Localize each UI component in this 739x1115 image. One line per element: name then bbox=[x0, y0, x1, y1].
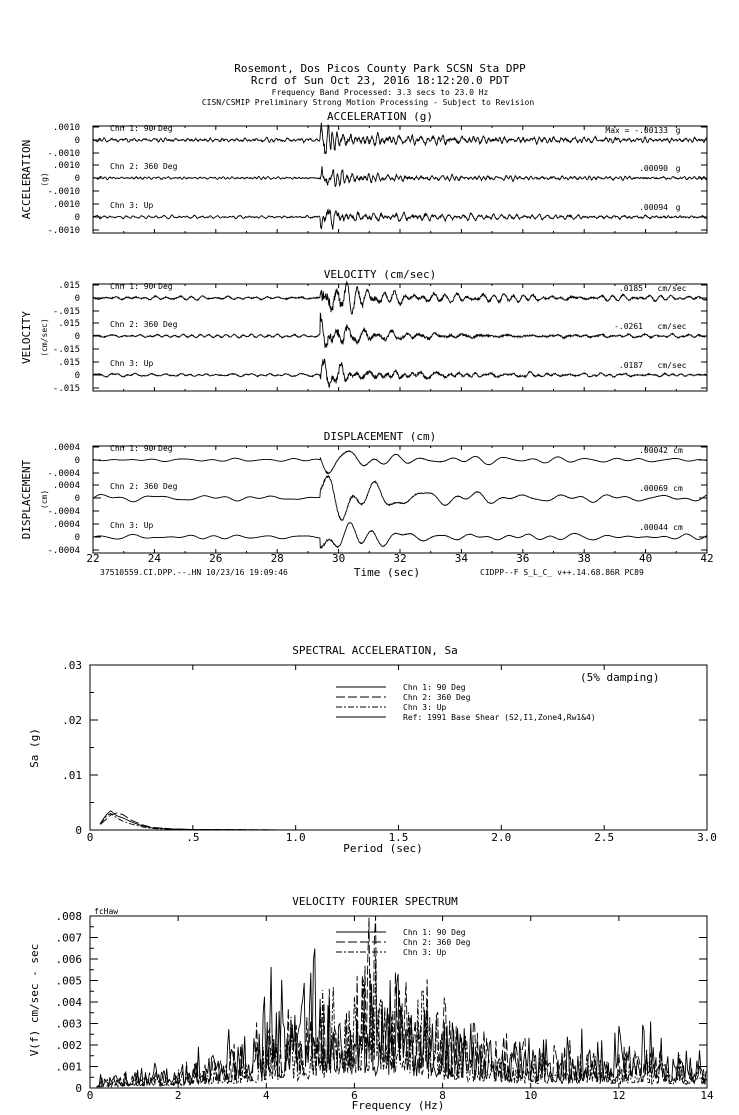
sa-x-tick-label: 1.5 bbox=[388, 831, 409, 844]
fs-x-tick-label: 14 bbox=[700, 1089, 714, 1102]
footer-right: CIDPP--F S_L_C_ v++.14.68.86R PC89 bbox=[480, 568, 644, 577]
disp-panel bbox=[20, 430, 714, 565]
acc-title: ACCELERATION (g) bbox=[327, 110, 433, 123]
sa-legend-label: Ref: 1991 Base Shear (S2,I1,Zone4,Rw1&4) bbox=[403, 713, 596, 722]
disp-y-tick-label: -.0004 bbox=[47, 469, 80, 479]
fs-legend-label: Chn 2: 360 Deg bbox=[403, 938, 471, 947]
fs-y-tick-label: .005 bbox=[55, 974, 82, 988]
acc-panel bbox=[20, 110, 707, 236]
acc-y-tick-label: -.0010 bbox=[47, 187, 80, 197]
disp-y-tick-label: 0 bbox=[74, 494, 80, 504]
fs-legend-label: Chn 3: Up bbox=[403, 948, 447, 957]
vel-chn3-unit: cm/sec bbox=[657, 361, 687, 370]
trace-acc-chn3 bbox=[93, 210, 707, 230]
fs-y-tick-label: .003 bbox=[55, 1017, 82, 1031]
acc-y-tick-label: 0 bbox=[74, 136, 80, 146]
sa-x-tick-label: 2.5 bbox=[594, 831, 615, 844]
vel-chn2-label: Chn 2: 360 Deg bbox=[110, 320, 178, 329]
disp-y-tick-label: 0 bbox=[74, 456, 80, 466]
disp-chn2-label: Chn 2: 360 Deg bbox=[110, 482, 178, 491]
time-tick-label: 34 bbox=[454, 552, 469, 565]
sa-x-tick-label: .5 bbox=[186, 831, 200, 844]
time-tick-label: 22 bbox=[86, 552, 100, 565]
trace-acc-chn2 bbox=[93, 166, 707, 186]
disp-chn1-unit: cm bbox=[673, 446, 683, 455]
vel-chn1-label: Chn 1: 90 Deg bbox=[110, 282, 173, 291]
sa-x-tick-label: 2.0 bbox=[491, 831, 512, 844]
trace-disp-chn2 bbox=[93, 476, 707, 521]
sa-y-tick-label: 0 bbox=[75, 824, 82, 837]
acc-y-tick-label: -.0010 bbox=[47, 226, 80, 236]
acc-chn1-unit: g bbox=[675, 126, 681, 135]
disp-chn1-max: .00042 bbox=[639, 446, 668, 455]
header-line4: CISN/CSMIP Preliminary Strong Motion Processing - Subject to Revision bbox=[201, 98, 535, 107]
fs-series-chn1 bbox=[97, 949, 707, 1087]
fs-y-tick-label: .008 bbox=[55, 910, 82, 923]
acc-y-tick-label: .0010 bbox=[52, 161, 80, 171]
vel-chn2-max: -.0261 bbox=[614, 322, 643, 331]
trace-disp-chn1 bbox=[93, 451, 707, 474]
vel-ylabel: VELOCITY bbox=[20, 311, 33, 364]
disp-y-tick-label: .0004 bbox=[52, 481, 80, 491]
sa-annotation: (5% damping) bbox=[580, 671, 660, 684]
fs-y-tick-label: 0 bbox=[75, 1082, 82, 1095]
disp-chn3-max: .00044 bbox=[639, 523, 668, 532]
disp-chn3-label: Chn 3: Up bbox=[110, 521, 154, 530]
acc-chn1-label: Chn 1: 90 Deg bbox=[110, 124, 173, 133]
sa-x-tick-label: 3.0 bbox=[697, 831, 717, 844]
sa-xlabel: Period (sec) bbox=[343, 842, 423, 855]
fs-x-tick-label: 2 bbox=[174, 1089, 182, 1102]
vel-title: VELOCITY (cm/sec) bbox=[323, 268, 437, 281]
time-tick-label: 28 bbox=[270, 552, 284, 565]
trace-vel-chn3 bbox=[93, 359, 707, 388]
time-tick-label: 38 bbox=[577, 552, 591, 565]
time-tick-label: 40 bbox=[638, 552, 653, 565]
fs-y-tick-label: .004 bbox=[55, 996, 82, 1009]
vel-y-tick-label: .015 bbox=[58, 358, 80, 368]
fs-x-tick-label: 6 bbox=[351, 1089, 358, 1102]
vel-chn2-unit: cm/sec bbox=[657, 322, 687, 331]
disp-chn2-max: .00069 bbox=[639, 484, 668, 493]
acc-chn1-max: Max = -.00133 bbox=[605, 126, 668, 135]
time-tick-label: 30 bbox=[331, 552, 346, 565]
acc-y-tick-label: 0 bbox=[74, 174, 80, 184]
vel-y-tick-label: -.015 bbox=[52, 307, 80, 317]
fs-x-tick-label: 4 bbox=[262, 1089, 270, 1102]
acc-y-tick-label: .0010 bbox=[52, 123, 80, 133]
fourier-title: VELOCITY FOURIER SPECTRUM bbox=[292, 895, 458, 908]
fs-x-tick-label: 12 bbox=[612, 1089, 626, 1102]
vel-chn1-unit: cm/sec bbox=[657, 284, 687, 293]
disp-y-tick-label: .0004 bbox=[52, 520, 80, 530]
vel-yunit: (cm/sec) bbox=[40, 318, 49, 357]
sa-legend-label: Chn 2: 360 Deg bbox=[403, 693, 471, 702]
sa-legend-label: Chn 1: 90 Deg bbox=[403, 683, 466, 692]
vel-y-tick-label: -.015 bbox=[52, 345, 80, 355]
disp-chn2-unit: cm bbox=[673, 484, 683, 493]
disp-yunit: (cm) bbox=[40, 489, 49, 510]
acc-y-tick-label: -.0010 bbox=[47, 149, 80, 159]
disp-title: DISPLACEMENT (cm) bbox=[323, 430, 437, 443]
disp-ylabel: DISPLACEMENT bbox=[20, 459, 33, 540]
trace-disp-chn3 bbox=[93, 523, 707, 549]
sa-ylabel: Sa (g) bbox=[28, 728, 41, 768]
disp-chn3-unit: cm bbox=[673, 523, 683, 532]
disp-y-tick-label: -.0004 bbox=[47, 546, 80, 556]
header-line1: Rosemont, Dos Picos County Park SCSN Sta DPP bbox=[234, 62, 526, 75]
sa-x-tick-label: 0 bbox=[86, 831, 94, 844]
vel-y-tick-label: 0 bbox=[74, 371, 80, 381]
acc-chn2-unit: g bbox=[675, 164, 681, 173]
acc-ylabel: ACCELERATION bbox=[20, 139, 33, 220]
sa-plot-frame bbox=[90, 665, 707, 830]
fs-y-tick-label: .006 bbox=[55, 953, 82, 966]
disp-chn1-label: Chn 1: 90 Deg bbox=[110, 444, 173, 453]
fs-x-tick-label: 10 bbox=[524, 1089, 538, 1102]
time-tick-label: 26 bbox=[209, 552, 223, 565]
fs-x-tick-label: 8 bbox=[439, 1089, 446, 1102]
vel-y-tick-label: 0 bbox=[74, 294, 80, 304]
fourier-ylabel: V(f) cm/sec - sec bbox=[28, 943, 41, 1057]
fs-series-chn2 bbox=[97, 916, 707, 1087]
sa-title: SPECTRAL ACCELERATION, Sa bbox=[292, 644, 458, 657]
disp-y-tick-label: .0004 bbox=[52, 443, 80, 453]
vel-chn1-max: .0185 bbox=[618, 284, 643, 293]
vel-y-tick-label: .015 bbox=[58, 319, 80, 329]
sa-x-tick-label: 1.0 bbox=[285, 831, 306, 844]
time-axis-label: Time (sec) bbox=[353, 566, 421, 579]
fs-legend-label: Chn 1: 90 Deg bbox=[403, 928, 466, 937]
fs-y-tick-label: .001 bbox=[55, 1060, 82, 1074]
vel-y-tick-label: .015 bbox=[58, 281, 80, 291]
fourier-xlabel: Frequency (Hz) bbox=[351, 1099, 445, 1112]
header-line3: Frequency Band Processed: 3.3 secs to 23.0 Hz bbox=[271, 88, 489, 97]
fs-y-tick-label: .002 bbox=[55, 1039, 82, 1052]
acc-y-tick-label: .0010 bbox=[52, 200, 80, 210]
vel-chn3-label: Chn 3: Up bbox=[110, 359, 154, 368]
sa-y-tick-label: .02 bbox=[62, 714, 82, 727]
acc-chn2-label: Chn 2: 360 Deg bbox=[110, 162, 178, 171]
acc-chn3-unit: g bbox=[675, 203, 681, 212]
disp-y-tick-label: -.0004 bbox=[47, 507, 80, 517]
vel-y-tick-label: -.015 bbox=[52, 384, 80, 394]
vel-panel bbox=[20, 268, 707, 394]
time-tick-label: 42 bbox=[700, 552, 714, 565]
vel-chn3-max: .0187 bbox=[618, 361, 643, 370]
time-tick-label: 32 bbox=[393, 552, 407, 565]
fourier-corner-label: fcHaw bbox=[94, 907, 119, 916]
sa-y-tick-label: .01 bbox=[62, 769, 82, 782]
acc-chn2-max: .00090 bbox=[639, 164, 668, 173]
time-tick-label: 36 bbox=[516, 552, 530, 565]
vel-y-tick-label: 0 bbox=[74, 332, 80, 342]
sa-y-tick-label: .03 bbox=[62, 659, 82, 672]
sa-series-chn3 bbox=[100, 814, 707, 831]
sa-series-chn1 bbox=[100, 811, 707, 830]
fs-x-tick-label: 0 bbox=[86, 1089, 94, 1102]
acc-y-tick-label: 0 bbox=[74, 213, 80, 223]
disp-y-tick-label: 0 bbox=[74, 533, 80, 543]
acc-yunit: (g) bbox=[40, 172, 49, 187]
time-tick-label: 24 bbox=[147, 552, 162, 565]
fs-y-tick-label: .007 bbox=[55, 931, 82, 945]
acc-chn3-max: .00094 bbox=[639, 203, 668, 212]
header-line2: Rcrd of Sun Oct 23, 2016 18:12:20.0 PDT bbox=[250, 74, 510, 87]
sa-series-chn2 bbox=[100, 813, 707, 830]
acc-chn3-label: Chn 3: Up bbox=[110, 201, 154, 210]
footer-left: 37510559.CI.DPP.--.HN 10/23/16 19:09:46 bbox=[100, 568, 288, 577]
sa-legend-label: Chn 3: Up bbox=[403, 703, 447, 712]
